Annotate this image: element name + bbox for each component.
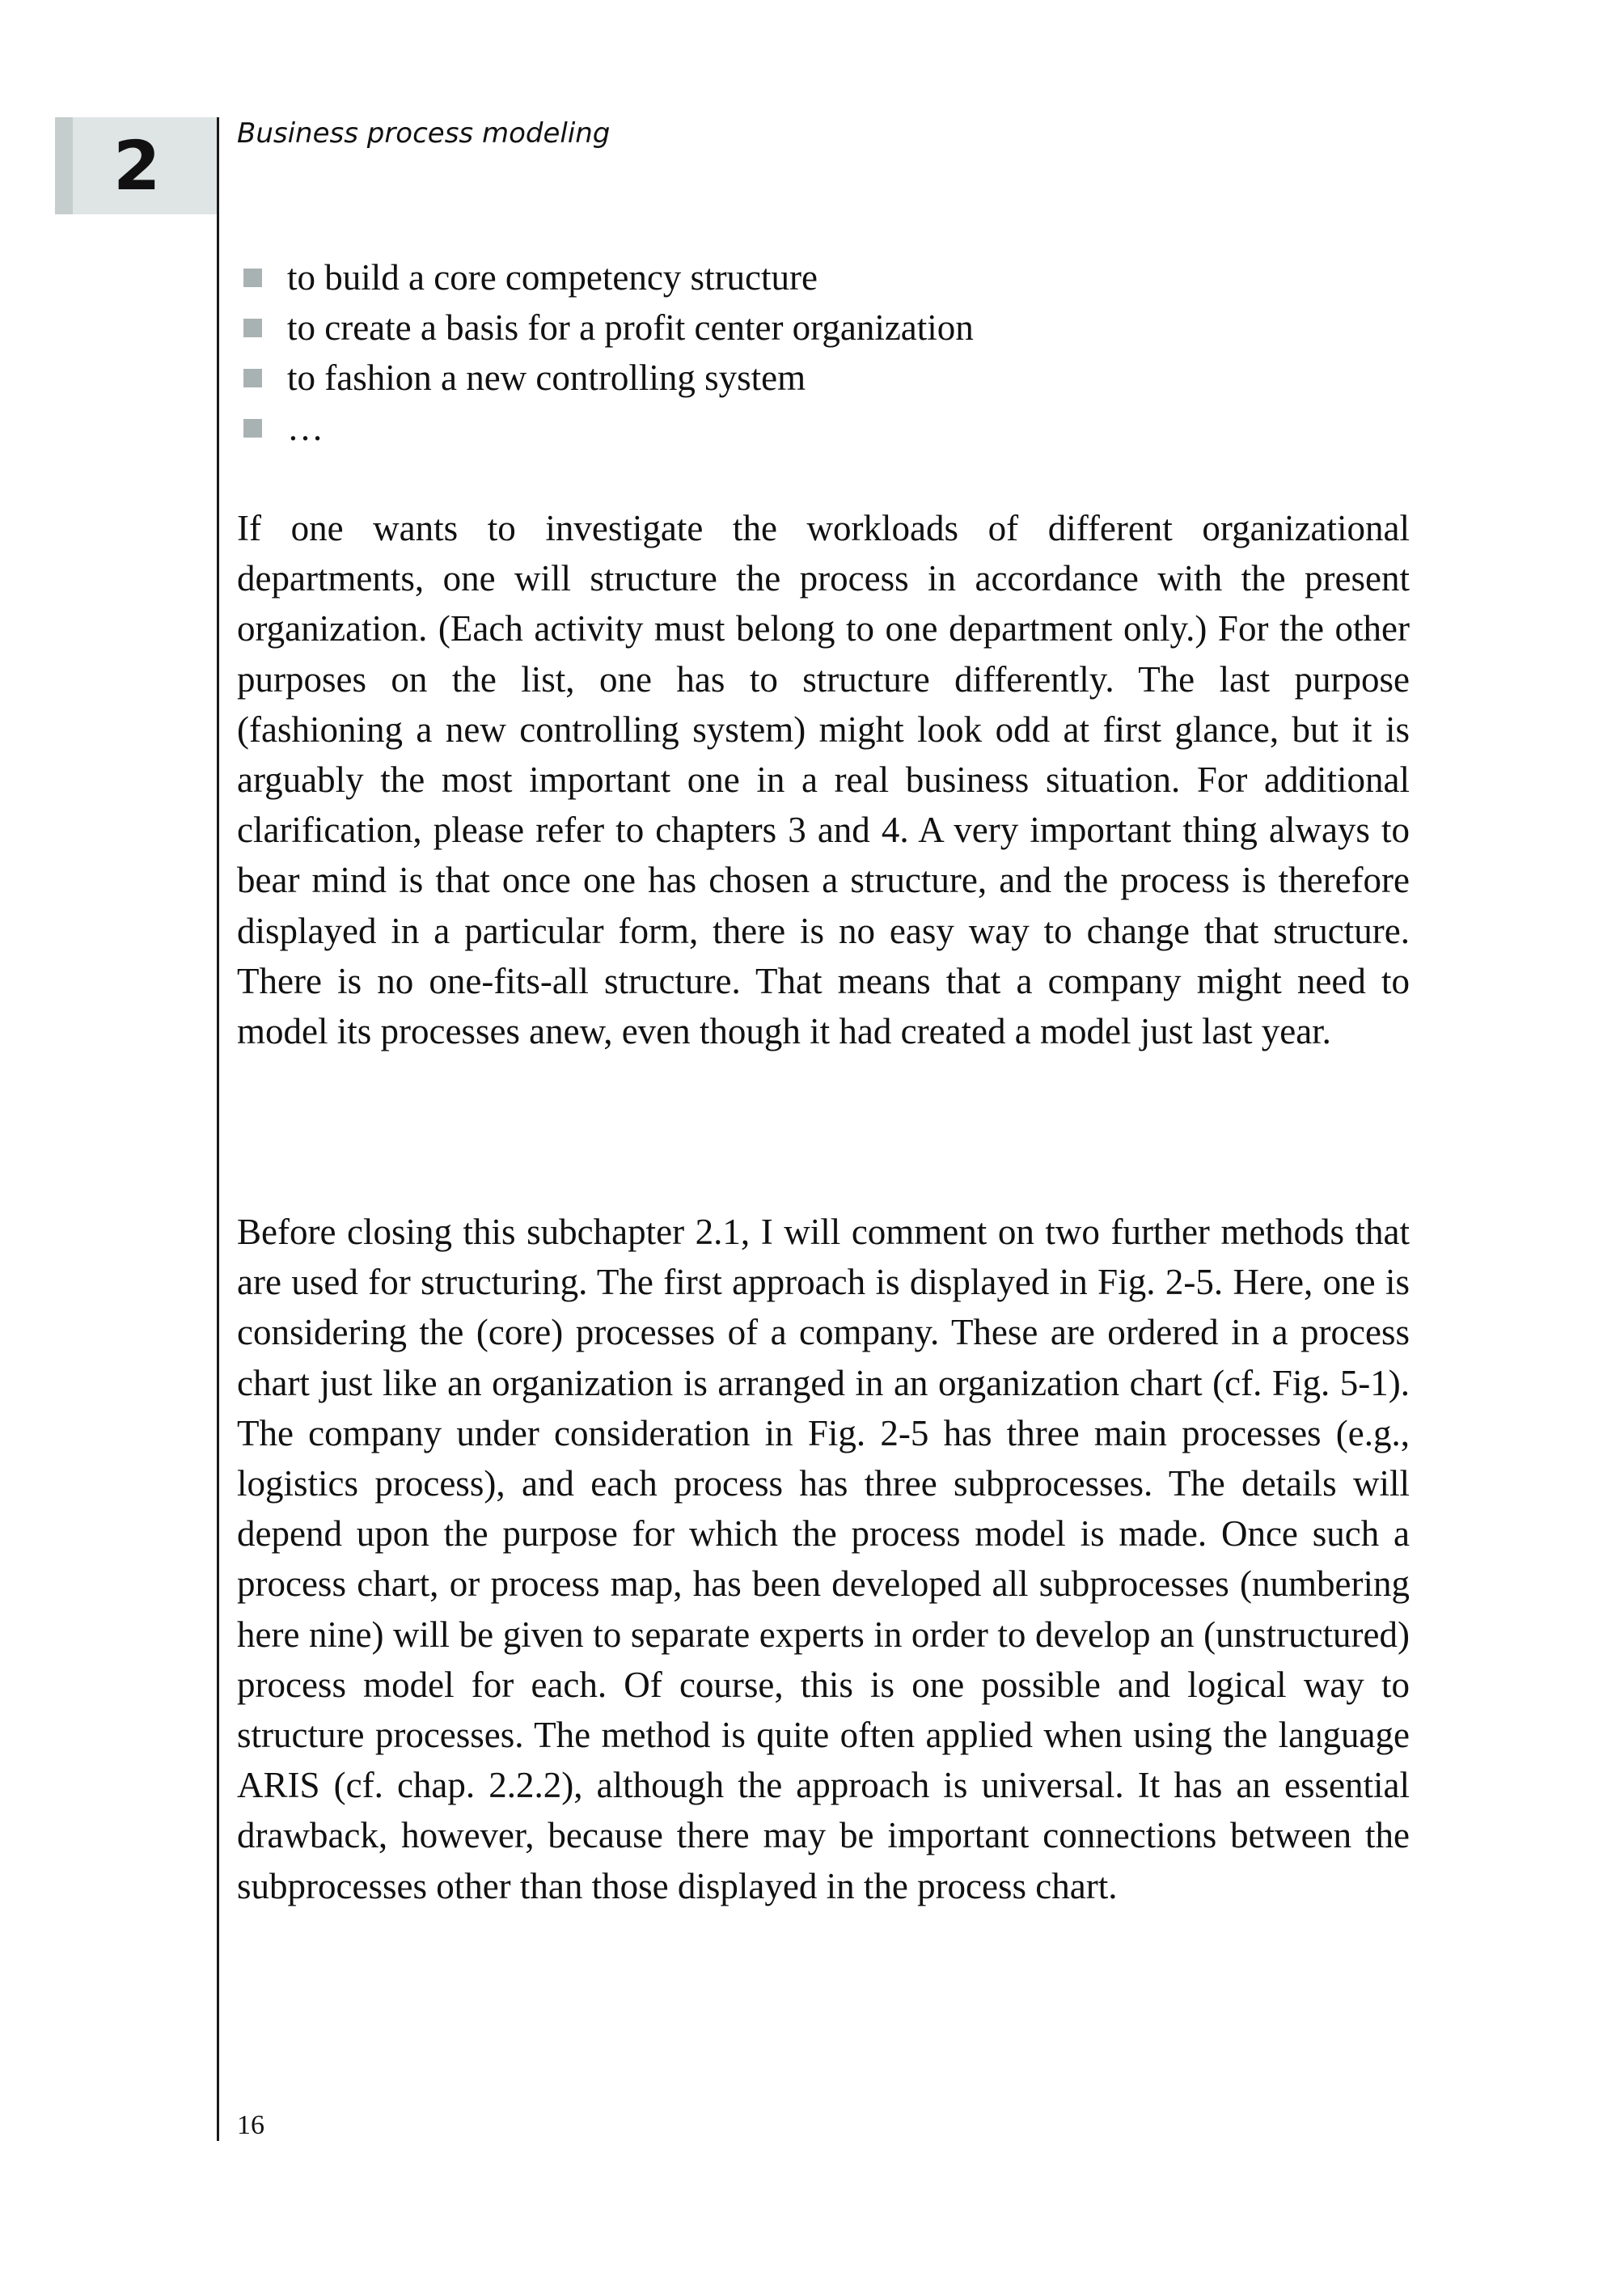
margin-rule (217, 117, 219, 2141)
bullet-text: to build a core competency structure (287, 257, 818, 298)
body-paragraph-workloads: If one wants to investigate the workloads of different organizational departments, one will structure the process in accordance with the present organization. (Each activity must belong to one department only.) For the other purposes on the list, one has to structure differently. The last purpose (fashioning a new controlling system) might look odd at first glance, but it is arguably the most important one in a real business situation. For additional clarification, please refer to chapters 3 and 4. A very important thing always to bear mind is that once one has chosen a structure, and the process is therefore displayed in a particular form, there is no easy way to change that structure. There is no one-fits-all structure. That means that a company might need to model its processes anew, even though it had created a model just last year. (237, 508, 1410, 1052)
bullet-item (237, 252, 974, 302)
bullet-item (237, 353, 974, 403)
chapter-tab-edge (55, 117, 73, 214)
bullet-text: … (287, 408, 324, 448)
chapter-number: 2 (113, 126, 161, 205)
square-bullet-icon (243, 269, 262, 287)
running-title: Business process modeling (237, 117, 611, 150)
bullet-list (237, 252, 974, 453)
square-bullet-icon (243, 369, 262, 387)
bullet-item (237, 403, 974, 453)
bullet-item (237, 302, 974, 353)
square-bullet-icon (243, 319, 262, 337)
page-number: 16 (237, 2110, 264, 2140)
bullet-text: to create a basis for a profit center organization (287, 307, 974, 348)
bullet-text: to fashion a new controlling system (287, 357, 806, 398)
square-bullet-icon (243, 419, 262, 438)
body-paragraph-process-chart: Before closing this subchapter 2.1, I will comment on two further methods that are used for structuring. The first approach is displayed in Fig. 2-5. Here, one is considering the (core) processes of a company. These are ordered in a process chart just like an organization is arranged in an organization chart (cf. Fig. 5-1). The company under consideration in Fig. 2-5 has three main processes (e.g., logistics process), and each process has three subprocesses. The details will depend upon the purpose for which the process model is made. Once such a process chart, or process map, has been developed all subprocesses (numbering here nine) will be given to separate experts in order to develop an (unstructured) process model for each. Of course, this is one possible and logical way to structure processes. The method is quite often applied when using the language ARIS (cf. chap. 2.2.2), although the approach is universal. It has an essential drawback, however, because there may be important connections between the subprocesses other than those displayed in the process chart. (237, 1212, 1410, 1906)
